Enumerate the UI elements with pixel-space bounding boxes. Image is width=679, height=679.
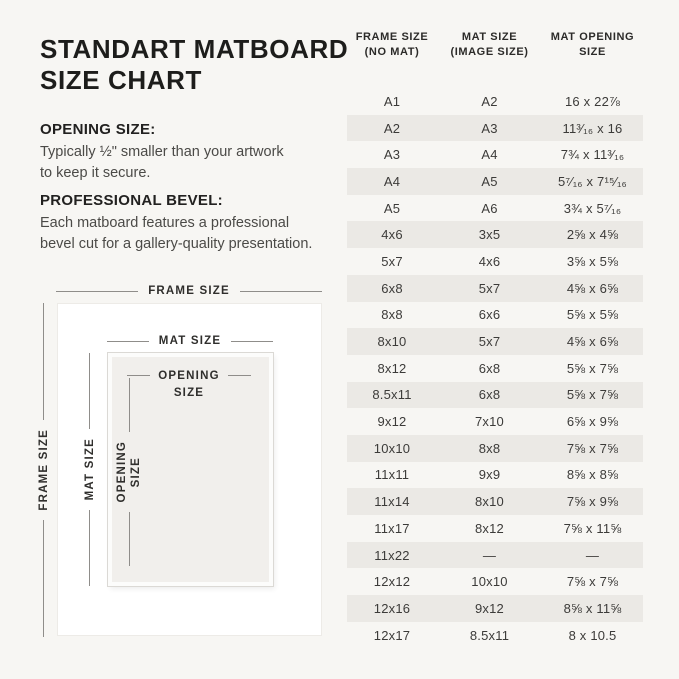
table-header (347, 30, 643, 60)
table-row (347, 408, 643, 435)
opening-size-left-annotation (114, 378, 144, 566)
table-row (347, 195, 643, 222)
table-row (347, 515, 643, 542)
column-header-text: MAT SIZE (461, 31, 518, 43)
frame-size-cell: 5x7 (381, 253, 403, 269)
annotation-line (127, 375, 150, 376)
annotation-line (240, 291, 322, 292)
professional-bevel-text-line2: bevel cut for a gallery-quality presentation. (40, 235, 313, 252)
frame-size-cell: 8x12 (377, 360, 407, 376)
mat-size-cell: A5 (481, 173, 498, 189)
table-row (347, 622, 643, 649)
frame-size-label: FRAME SIZE (148, 285, 230, 297)
table-row (347, 568, 643, 595)
frame-size-cell: A2 (383, 120, 401, 136)
frame-size-cell: 8.5x11 (372, 387, 412, 403)
opening-size-text-line1: Typically ½" smaller than your artwork (40, 144, 284, 160)
mat-size-cell: A3 (481, 120, 498, 136)
table-row (347, 462, 643, 489)
opening-size-label-vertical-line2: SIZE (130, 456, 142, 488)
frame-size-cell: 12x17 (373, 627, 411, 643)
opening-size-cell: 5⅝ x 7⅝ (566, 360, 619, 376)
mat-size-cell: 9x9 (478, 467, 501, 483)
opening-size-cell: 7⅝ x 11⅝ (563, 520, 622, 536)
opening-size-cell: 2⅝ x 4⅝ (566, 227, 619, 243)
page-title-line2: SIZE CHART (40, 64, 202, 95)
table-row (347, 115, 643, 142)
opening-size-top-annotation (127, 368, 251, 401)
opening-size-label-line1: OPENING (158, 370, 220, 382)
column-header-text: SIZE (579, 45, 606, 58)
table-row (347, 355, 643, 382)
frame-size-cell: 6x8 (381, 280, 403, 296)
frame-size-cell: 9x12 (377, 414, 407, 430)
mat-size-cell: 8x8 (478, 440, 501, 456)
frame-size-cell: 8x8 (381, 307, 403, 323)
mat-size-cell: A6 (481, 200, 498, 216)
annotation-line (89, 353, 90, 429)
frame-size-cell: A1 (383, 93, 401, 109)
annotation-line (89, 510, 90, 586)
opening-size-label-line2: SIZE (173, 386, 205, 399)
mat-size-cell: 5x7 (478, 334, 501, 350)
professional-bevel-heading: PROFESSIONAL BEVEL: (40, 192, 223, 209)
opening-size-cell: 8⅝ x 8⅝ (566, 467, 619, 483)
mat-size-cell: 4x6 (478, 253, 501, 269)
mat-size-cell: 6x8 (478, 387, 501, 403)
column-header-text: (IMAGE SIZE) (450, 45, 529, 58)
frame-size-cell: 11x11 (374, 467, 410, 483)
opening-size-cell: 8⅝ x 11⅝ (563, 600, 622, 616)
mat-size-cell: — (482, 547, 497, 563)
professional-bevel-text-line1: Each matboard features a professional (40, 215, 290, 231)
opening-size-cell: 3⅝ x 5⅝ (566, 253, 619, 269)
opening-size-cell: 16 x 22⅞ (564, 93, 621, 109)
mat-size-cell: 3x5 (478, 227, 501, 243)
column-header-text: FRAME SIZE (355, 31, 429, 43)
mat-size-label-vertical: MAT SIZE (83, 438, 96, 501)
frame-size-cell: 12x12 (373, 574, 411, 590)
opening-size-cell: 5⅝ x 5⅝ (566, 307, 619, 323)
table-row (347, 221, 643, 248)
mat-size-cell: 7x10 (475, 414, 504, 430)
page-title (40, 34, 348, 95)
size-table (347, 30, 643, 643)
frame-size-top-annotation (56, 284, 322, 298)
opening-size-heading: OPENING SIZE: (40, 121, 156, 138)
table-row (347, 328, 643, 355)
table-row (347, 488, 643, 515)
frame-size-left-annotation (36, 303, 51, 637)
mat-size-cell: 10x10 (471, 574, 508, 590)
opening-size-label-vertical (115, 441, 143, 502)
column-header-text: (NO MAT) (364, 45, 420, 58)
column-header-mat-opening-size (542, 30, 643, 60)
annotation-line (107, 341, 149, 342)
mat-size-cell: 8.5x11 (469, 627, 510, 643)
annotation-line (43, 520, 44, 637)
frame-size-label-vertical: FRAME SIZE (37, 429, 50, 511)
table-row (347, 88, 643, 115)
opening-size-cell: 4⅝ x 6⅝ (566, 280, 619, 296)
annotation-line (228, 375, 251, 376)
opening-size-cell: 5⁷⁄₁₆ x 7¹⁵⁄₁₆ (557, 173, 627, 189)
mat-size-cell: 8x12 (475, 520, 504, 536)
professional-bevel-note (40, 192, 340, 254)
mat-size-cell: 8x10 (475, 494, 504, 510)
mat-size-label: MAT SIZE (158, 335, 222, 347)
frame-size-cell: A3 (383, 147, 401, 163)
mat-size-top-annotation (107, 334, 273, 348)
opening-size-cell: — (585, 547, 600, 563)
frame-size-cell: 8x10 (377, 334, 407, 350)
annotation-line (129, 512, 130, 566)
annotation-line (43, 303, 44, 420)
table-row (347, 595, 643, 622)
mat-size-cell: 6x6 (478, 307, 501, 323)
opening-size-label-vertical-line1: OPENING (116, 441, 128, 503)
annotation-line (231, 341, 273, 342)
opening-size-cell: 3¾ x 5⁷⁄₁₆ (563, 200, 622, 216)
opening-size-cell: 7⅝ x 7⅝ (566, 574, 619, 590)
mat-size-cell: A4 (481, 147, 498, 163)
opening-size-cell: 4⅝ x 6⅝ (566, 334, 619, 350)
opening-size-note (40, 121, 340, 183)
mat-size-left-annotation (82, 353, 97, 586)
opening-size-cell: 11³⁄₁₆ x 16 (562, 120, 623, 136)
opening-size-cell: 5⅝ x 7⅝ (566, 387, 619, 403)
table-row (347, 141, 643, 168)
opening-size-text-line2: to keep it secure. (40, 164, 151, 181)
annotation-line (56, 291, 138, 292)
frame-size-cell: 11x17 (374, 520, 410, 536)
frame-size-cell: 11x14 (374, 494, 410, 510)
table-row (347, 435, 643, 462)
opening-size-label (158, 368, 219, 401)
table-rows (347, 88, 643, 648)
opening-size-cell: 7⅝ x 9⅝ (566, 494, 619, 510)
opening-size-cell: 8 x 10.5 (568, 627, 617, 643)
mat-size-cell: A2 (481, 93, 498, 109)
table-row (347, 275, 643, 302)
frame-size-cell: 11x22 (374, 547, 410, 563)
opening-size-cell: 7⅝ x 7⅝ (566, 440, 619, 456)
mat-size-cell: 6x8 (478, 360, 501, 376)
page-title-line1: STANDART MATBOARD (40, 34, 349, 64)
table-row (347, 248, 643, 275)
column-header-mat-size (437, 30, 542, 60)
table-row (347, 168, 643, 195)
frame-size-cell: 4x6 (381, 227, 403, 243)
opening-size-cell: 6⅝ x 9⅝ (566, 414, 619, 430)
column-header-frame-size (347, 30, 437, 60)
frame-size-cell: A5 (383, 200, 401, 216)
mat-size-cell: 5x7 (478, 280, 501, 296)
annotation-line (129, 378, 130, 432)
frame-size-cell: 10x10 (373, 440, 411, 456)
frame-size-cell: A4 (383, 173, 401, 189)
frame-size-cell: 12x16 (373, 600, 411, 616)
column-header-text: MAT OPENING (550, 31, 635, 43)
table-row (347, 542, 643, 569)
opening-size-cell: 7¾ x 11³⁄₁₆ (560, 147, 625, 163)
mat-size-cell: 9x12 (475, 600, 504, 616)
table-row (347, 302, 643, 329)
table-row (347, 382, 643, 409)
